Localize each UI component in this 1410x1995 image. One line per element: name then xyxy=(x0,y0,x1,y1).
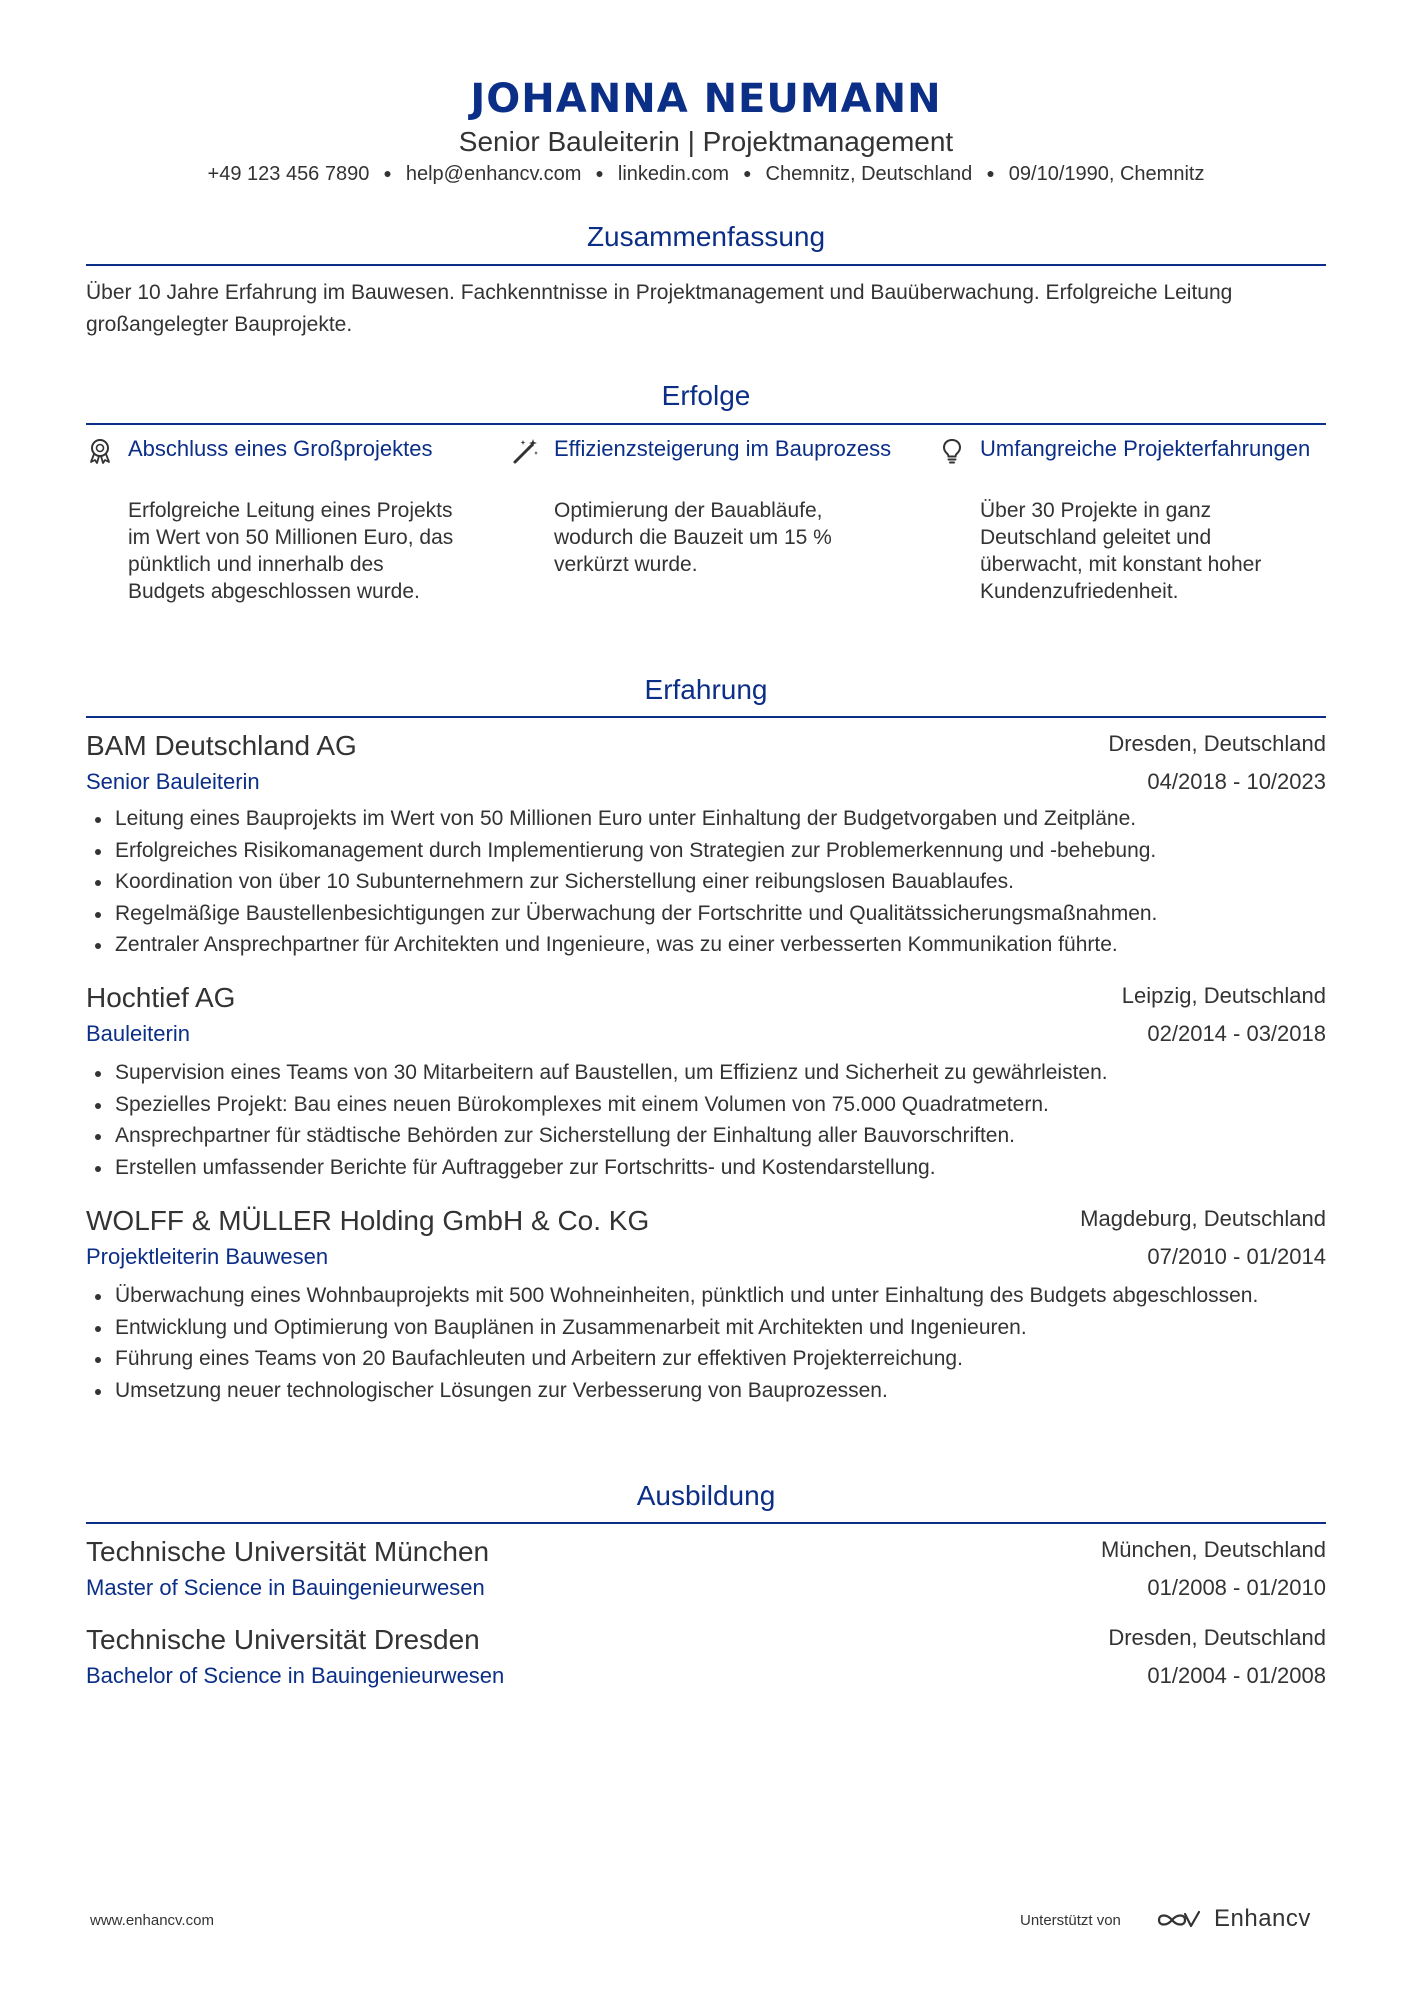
job-bullets xyxy=(86,1280,1326,1406)
job-role: Projektleiterin Bauwesen xyxy=(86,1244,329,1269)
degree-name: Master of Science in Bauingenieurwesen xyxy=(86,1575,485,1600)
experience-heading: Erfahrung xyxy=(644,674,768,705)
education-dates: 01/2008 - 01/2010 xyxy=(1147,1575,1326,1600)
achievement-title: Abschluss eines Großprojektes xyxy=(128,436,433,461)
list-item: Überwachung eines Wohnbauprojekts mit 500 Wohneinheiten, pünktlich und unter Einhaltung des Budgets abgeschlossen. xyxy=(86,1280,1326,1312)
magic-wand-icon xyxy=(512,437,540,465)
list-item: Führung eines Teams von 20 Baufachleuten und Arbeitern zur effektiven Projekterreichung. xyxy=(86,1343,1326,1375)
degree-name: Bachelor of Science in Bauingenieurwesen xyxy=(86,1663,505,1688)
separator-dot: ● xyxy=(743,165,752,181)
section-divider xyxy=(86,423,1326,425)
company-name: WOLFF & MÜLLER Holding GmbH & Co. KG xyxy=(86,1205,650,1236)
summary-text: Über 10 Jahre Erfahrung im Bauwesen. Fachkenntnisse in Projektmanagement und Bauüberwachung. Erfolgreiche Leitung großangelegter Bauprojekte. xyxy=(86,281,1233,336)
footer-website[interactable]: www.enhancv.com xyxy=(90,1912,214,1929)
company-name: Hochtief AG xyxy=(86,982,236,1013)
list-item: Erstellen umfassender Berichte für Auftraggeber zur Fortschritts- und Kostendarstellung. xyxy=(86,1152,1326,1184)
summary-heading: Zusammenfassung xyxy=(586,221,826,252)
contact-location: Chemnitz, Deutschland xyxy=(765,163,973,185)
achievement-description: Erfolgreiche Leitung eines Projekts im Wert von 50 Millionen Euro, das pünktlich und innerhalb des Budgets abgeschlossen wurde. xyxy=(128,499,454,603)
footer-branding[interactable] xyxy=(1020,1900,1320,1940)
school-name: Technische Universität Dresden xyxy=(86,1624,480,1655)
job-dates: 04/2018 - 10/2023 xyxy=(1147,769,1326,794)
achievement-description: Optimierung der Bauabläufe, wodurch die Bauzeit um 15 % verkürzt wurde. xyxy=(554,499,832,576)
contact-birth: 09/10/1990, Chemnitz xyxy=(1008,163,1205,185)
list-item: Zentraler Ansprechpartner für Architekten und Ingenieure, was zu einer verbesserten Kommunikation führte. xyxy=(86,929,1326,961)
section-divider xyxy=(86,716,1326,718)
list-item: Regelmäßige Baustellenbesichtigungen zur Überwachung der Fortschritte und Qualitätssicherungsmaßnahmen. xyxy=(86,898,1326,930)
list-item: Supervision eines Teams von 30 Mitarbeitern auf Baustellen, um Effizienz und Sicherheit zu gewährleisten. xyxy=(86,1057,1326,1089)
job-location: Dresden, Deutschland xyxy=(1108,731,1326,756)
list-item: Umsetzung neuer technologischer Lösungen zur Verbesserung von Bauprozessen. xyxy=(86,1375,1326,1407)
award-icon xyxy=(86,437,114,465)
job-role: Senior Bauleiterin xyxy=(86,769,260,794)
achievement-description: Über 30 Projekte in ganz Deutschland geleitet und überwacht, mit konstant hoher Kundenzufriedenheit. xyxy=(980,499,1262,603)
achievement-title: Effizienzsteigerung im Bauprozess xyxy=(554,436,892,461)
achievement-title: Umfangreiche Projekterfahrungen xyxy=(980,436,1311,461)
powered-by-label: Unterstützt von xyxy=(1020,1912,1121,1929)
job-location: Leipzig, Deutschland xyxy=(1121,983,1326,1008)
education-dates: 01/2004 - 01/2008 xyxy=(1147,1663,1326,1688)
list-item: Spezielles Projekt: Bau eines neuen Bürokomplexes mit einem Volumen von 75.000 Quadratmetern. xyxy=(86,1089,1326,1121)
education-heading: Ausbildung xyxy=(636,1480,776,1511)
school-location: Dresden, Deutschland xyxy=(1108,1625,1326,1650)
school-location: München, Deutschland xyxy=(1100,1537,1326,1562)
section-divider xyxy=(86,264,1326,266)
separator-dot: ● xyxy=(383,165,392,181)
list-item: Koordination von über 10 Subunternehmern zur Sicherstellung einer reibungslosen Bauablaufes. xyxy=(86,866,1326,898)
job-bullets xyxy=(86,803,1326,961)
list-item: Ansprechpartner für städtische Behörden zur Sicherstellung der Einhaltung aller Bauvorschriften. xyxy=(86,1120,1326,1152)
company-name: BAM Deutschland AG xyxy=(86,730,357,761)
contact-email[interactable]: help@enhancv.com xyxy=(405,163,582,185)
list-item: Leitung eines Bauprojekts im Wert von 50 Millionen Euro unter Einhaltung der Budgetvorgaben und Zeitpläne. xyxy=(86,803,1326,835)
school-name: Technische Universität München xyxy=(86,1536,490,1567)
contact-linkedin[interactable]: linkedin.com xyxy=(617,163,730,185)
list-item: Erfolgreiches Risikomanagement durch Implementierung von Strategien zur Problemerkennung und -behebung. xyxy=(86,835,1326,867)
separator-dot: ● xyxy=(986,165,995,181)
lightbulb-icon xyxy=(938,437,966,465)
enhancv-logo-icon xyxy=(1156,1908,1204,1932)
job-dates: 02/2014 - 03/2018 xyxy=(1147,1021,1326,1046)
list-item: Entwicklung und Optimierung von Bauplänen in Zusammenarbeit mit Architekten und Ingenieuren. xyxy=(86,1312,1326,1344)
candidate-title: Senior Bauleiterin | Projektmanagement xyxy=(458,126,954,157)
job-bullets xyxy=(86,1057,1326,1183)
section-divider xyxy=(86,1522,1326,1524)
contact-line xyxy=(86,163,1326,186)
candidate-name: JOHANNA NEUMANN xyxy=(470,76,942,122)
job-role: Bauleiterin xyxy=(86,1021,190,1046)
separator-dot: ● xyxy=(595,165,604,181)
contact-phone: +49 123 456 7890 xyxy=(207,163,370,185)
brand-name: Enhancv xyxy=(1214,1905,1311,1932)
job-location: Magdeburg, Deutschland xyxy=(1080,1206,1326,1231)
achievements-heading: Erfolge xyxy=(661,380,751,411)
job-dates: 07/2010 - 01/2014 xyxy=(1147,1244,1326,1269)
